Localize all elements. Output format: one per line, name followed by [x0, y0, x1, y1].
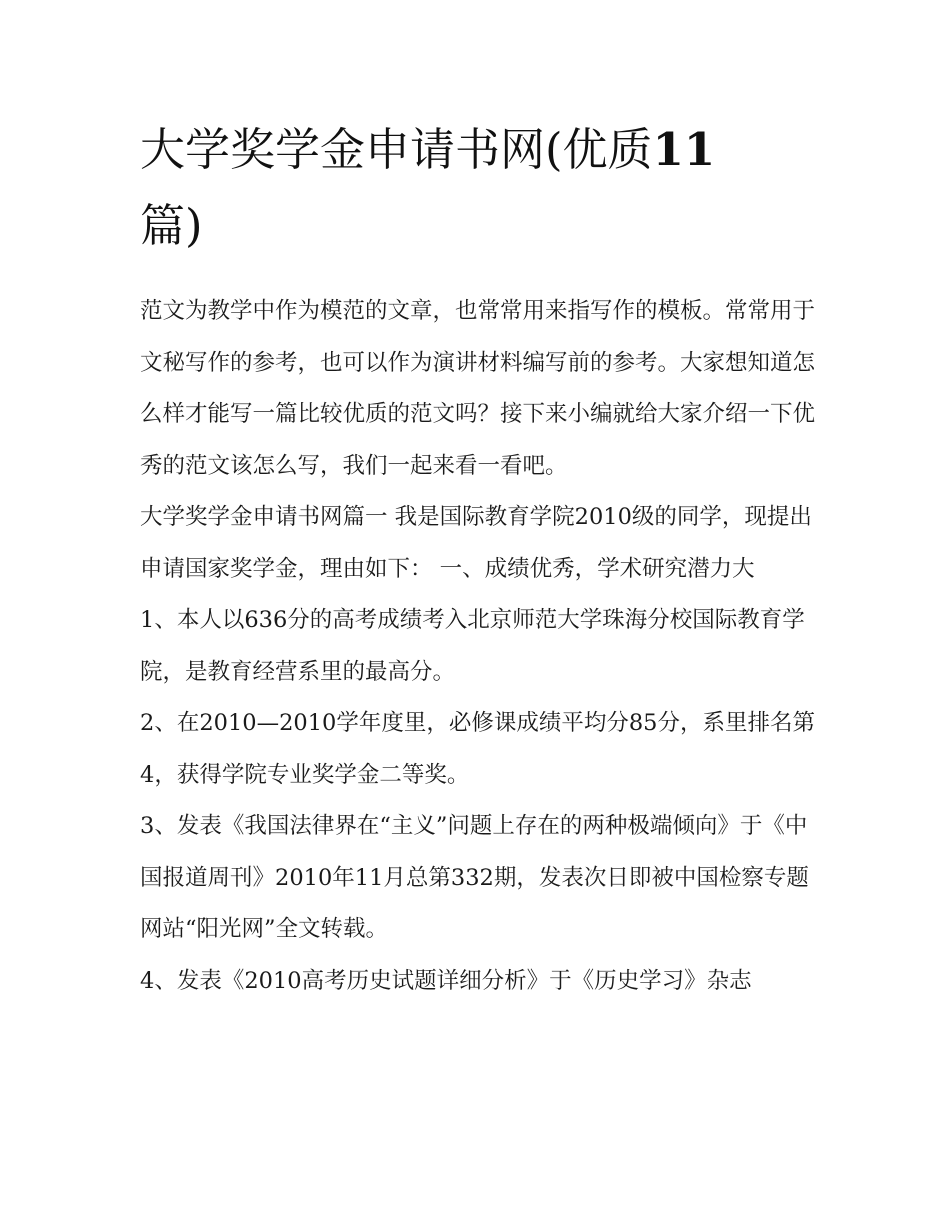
list-item-2: 2、在2010—2010学年度里，必修课成绩平均分85分，系里排名第4，获得学院专业奖学金二等奖。	[140, 710, 815, 788]
list-item-4: 4、发表《2010高考历史试题详细分析》于《历史学习》杂志	[140, 967, 752, 994]
intro-paragraph: 范文为教学中作为模范的文章，也常常用来指写作的模板。常常用于文秘写作的参考，也可以作为演讲材料编写前的参考。大家想知道怎么样才能写一篇比较优质的范文吗？接下来小编就给大家介绍一下优秀的范文该怎么写，我们一起来看一看吧。	[140, 298, 816, 479]
title-number: 11	[652, 123, 716, 176]
document-body	[140, 112, 820, 1007]
list-item-1: 1、本人以636分的高考成绩考入北京师范大学珠海分校国际教育学院，是教育经营系里的最高分。	[140, 607, 805, 685]
list-item-3: 3、发表《我国法律界在“主义”问题上存在的两种极端倾向》于《中国报道周刊》2010年11月总第332期，发表次日即被中国检察专题网站“阳光网”全文转载。	[140, 813, 809, 942]
title-end: 篇)	[140, 199, 203, 252]
title-main: 大学奖学金申请书网(优质	[140, 123, 653, 176]
section-heading-paragraph: 大学奖学金申请书网篇一 我是国际教育学院2010级的同学，现提出申请国家奖学金，理由如下： 一、成绩优秀，学术研究潜力大	[140, 504, 812, 582]
document-title	[140, 112, 820, 264]
